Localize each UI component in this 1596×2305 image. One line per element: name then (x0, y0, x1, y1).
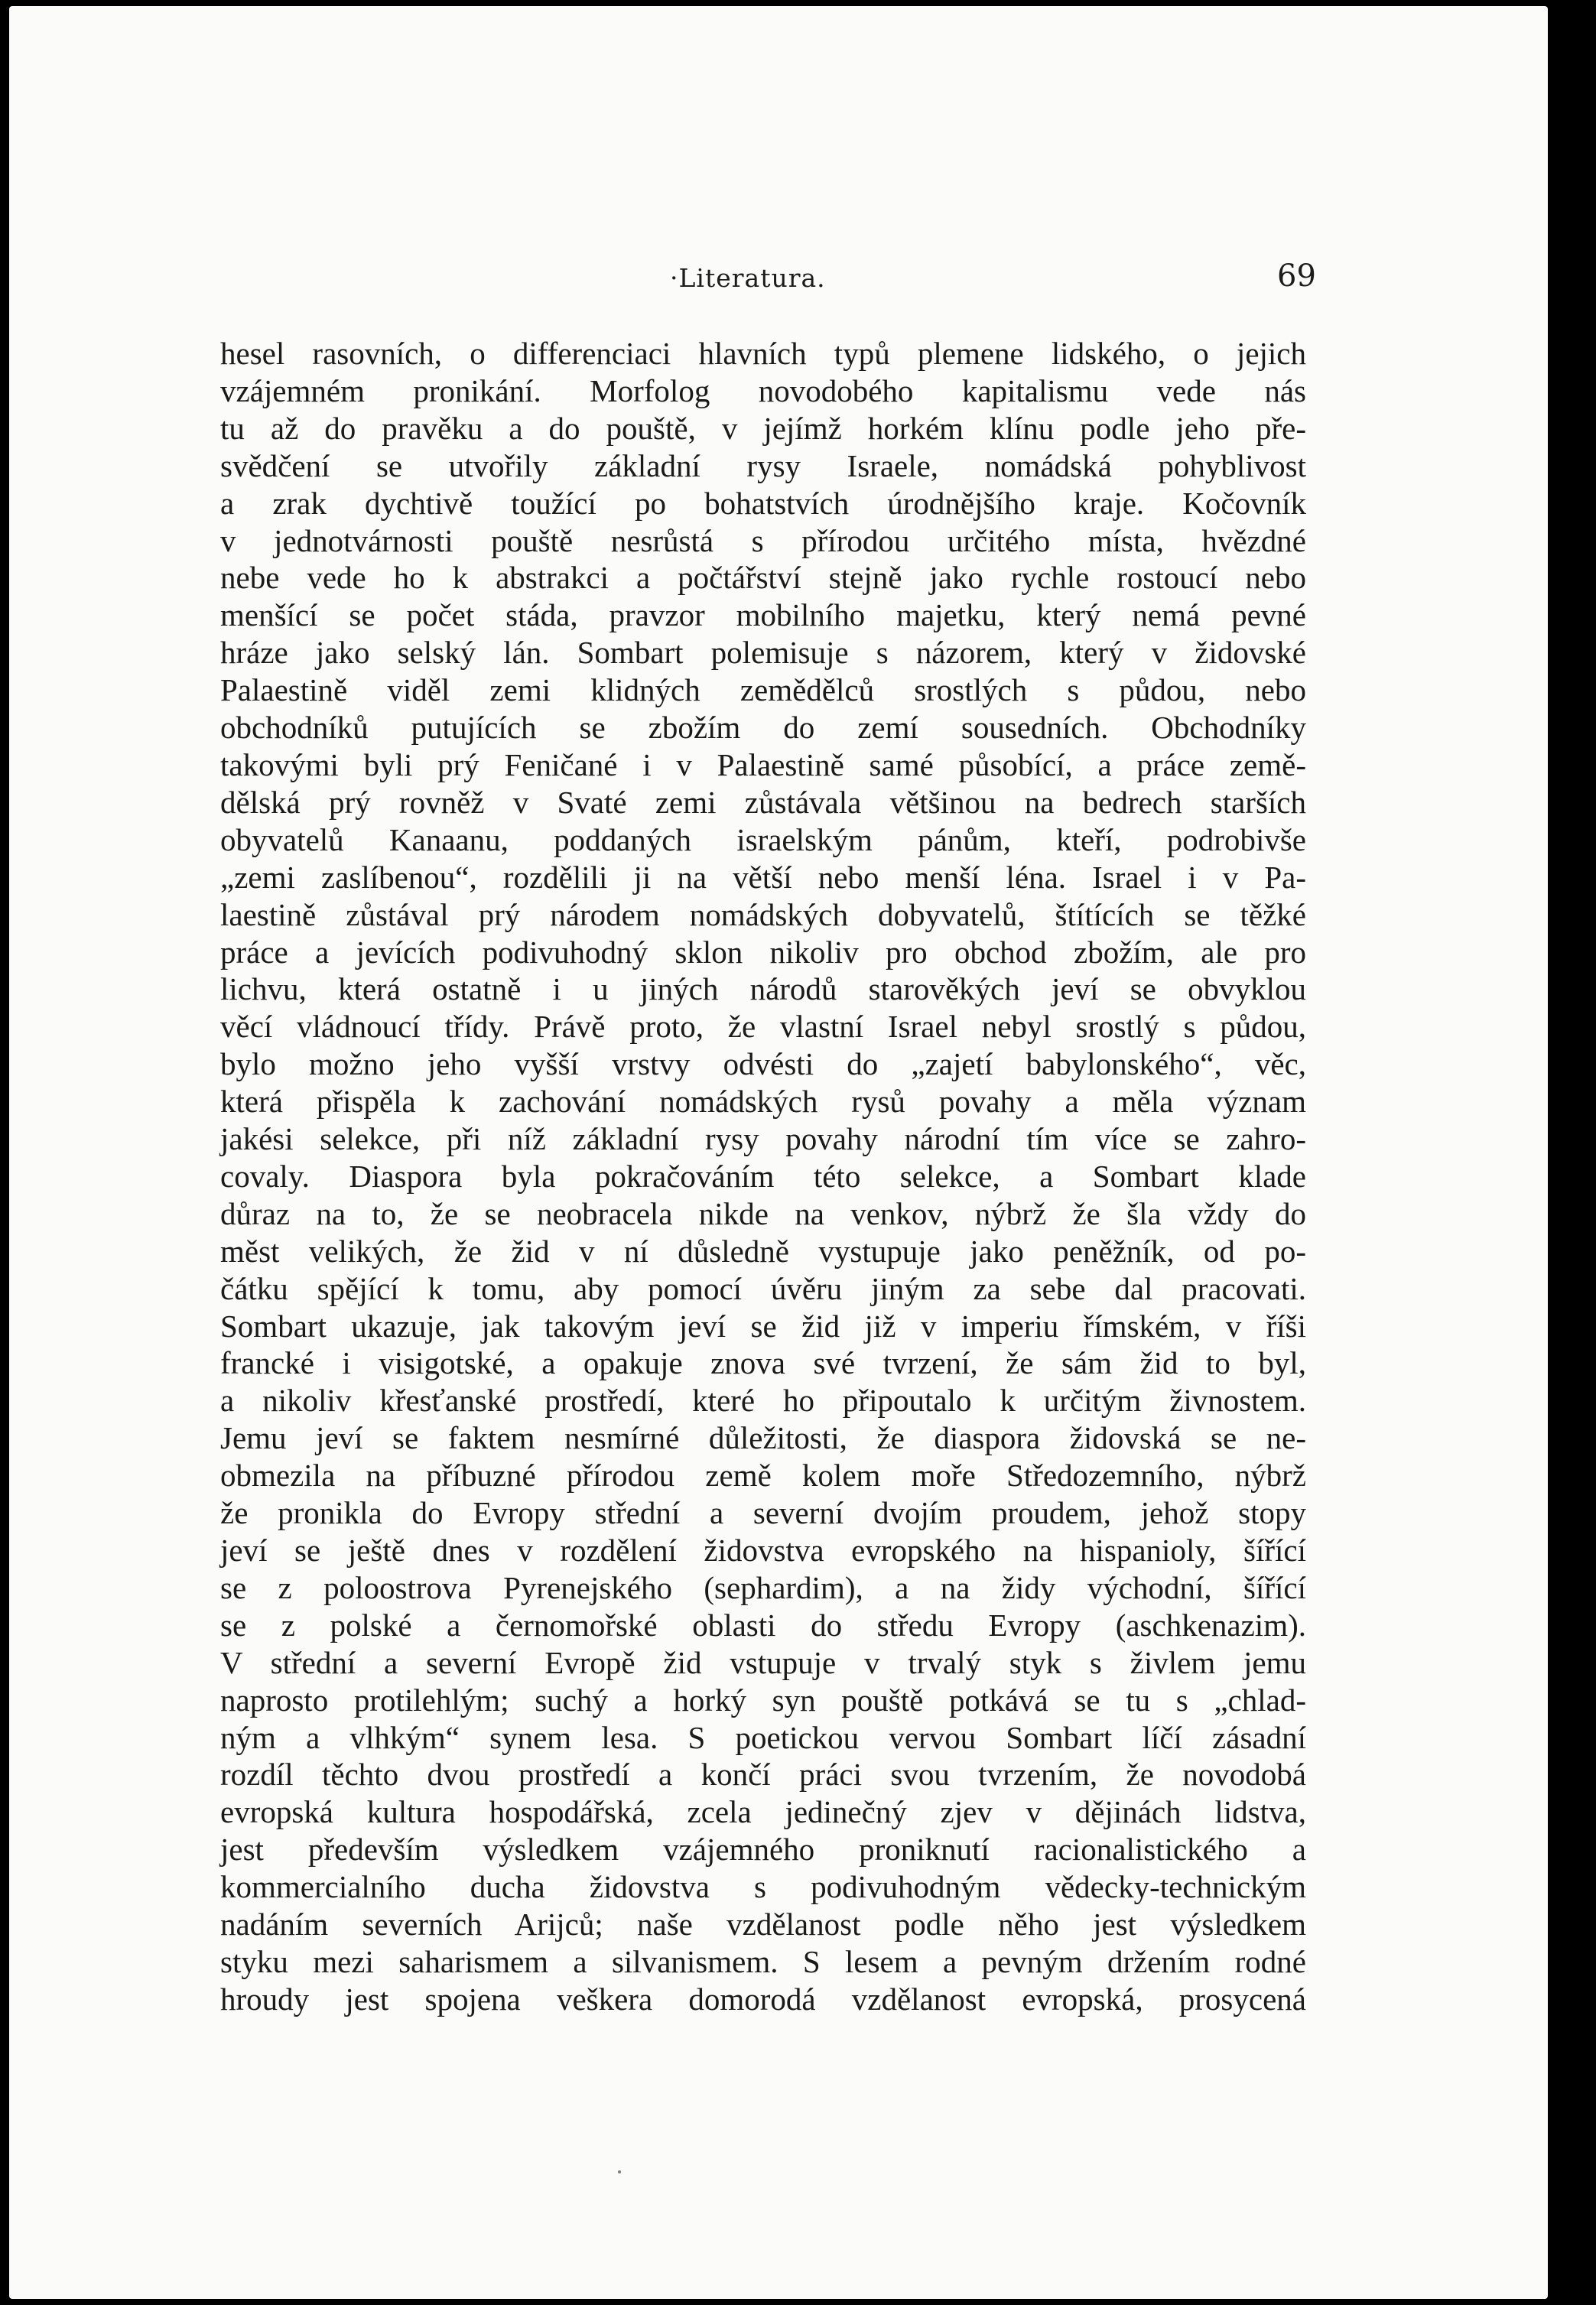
text-line: laestině zůstával prý národem nomádských dobyvatelů, štítících se těžké (220, 896, 1306, 932)
text-line: Sombart ukazuje, jak takovým jeví se žid již v imperiu římském, v říši (220, 1308, 1306, 1344)
text-line: která přispěla k zachování nomádských rysů povahy a měla význam (220, 1084, 1306, 1120)
text-line: obyvatelů Kanaanu, poddaných israelským pánům, kteří, podrobivše (220, 821, 1306, 857)
text-line: a zrak dychtivě toužící po bohatstvích úrodnějšího kraje. Kočovník (220, 485, 1306, 521)
text-line: svědčení se utvořily základní rysy Israele, nomádská pohyblivost (220, 447, 1306, 483)
text-line: se z polské a černomořské oblasti do středu Evropy (aschkenazim). (220, 1607, 1306, 1643)
page-number: 69 (1277, 258, 1316, 294)
body-text (220, 335, 1306, 2018)
text-line: Palaestině viděl zemi klidných zemědělců srostlých s půdou, nebo (220, 672, 1306, 708)
text-line: hesel rasovních, o differenciaci hlavních typů plemene lidského, o jejich (220, 336, 1306, 371)
text-line: naprosto protilehlým; suchý a horký syn pouště potkává se tu s „chlad- (220, 1682, 1306, 1718)
text-line: nebe vede ho k abstrakci a počtářství stejně jako rychle rostoucí nebo (220, 560, 1306, 596)
text-line: dělská prý rovněž v Svaté zemi zůstávala většinou na bedrech starších (220, 784, 1306, 820)
text-line: nadáním severních Arijců; naše vzdělanost podle něho jest výsledkem (220, 1907, 1306, 1943)
text-line: hroudy jest spojena veškera domorodá vzdělanost evropská, prosycená (220, 1981, 1306, 2017)
running-title: ·Literatura. (670, 263, 826, 293)
scan-border (1548, 0, 1596, 2305)
text-line: v jednotvárnosti pouště nesrůstá s přírodou určitého místa, hvězdné (220, 522, 1306, 558)
text-line: lichvu, která ostatně i u jiných národů starověkých jeví se obvyklou (220, 971, 1306, 1007)
text-line: obchodníků putujících se zbožím do zemí sousedních. Obchodníky (220, 710, 1306, 746)
text-line: měst velikých, že žid v ní důsledně vystupuje jako peněžník, od po- (220, 1233, 1306, 1269)
text-line: rozdíl těchto dvou prostředí a končí práci svou tvrzením, že novodobá (220, 1757, 1306, 1793)
text-line: evropská kultura hospodářská, zcela jedinečný zjev v dějinách lidstva, (220, 1794, 1306, 1830)
text-line: čátku spějící k tomu, aby pomocí úvěru jiným za sebe dal pracovati. (220, 1270, 1306, 1306)
text-line: že pronikla do Evropy střední a severní dvojím proudem, jehož stopy (220, 1495, 1306, 1531)
text-line: se z poloostrova Pyrenejského (sephardim), a na židy východní, šířící (220, 1569, 1306, 1605)
text-line: ným a vlhkým“ synem lesa. S poetickou vervou Sombart líčí zásadní (220, 1719, 1306, 1755)
text-line: bylo možno jeho vyšší vrstvy odvésti do „zajetí babylonského“, věc, (220, 1046, 1306, 1082)
text-line: kommercialního ducha židovstva s podivuhodným vědecky-technickým (220, 1869, 1306, 1905)
text-line: francké i visigotské, a opakuje znova své tvrzení, že sám žid to byl, (220, 1345, 1306, 1381)
text-line: důraz na to, že se neobracela nikde na venkov, nýbrž že šla vždy do (220, 1195, 1306, 1231)
running-head (9, 258, 1548, 304)
book-page (9, 6, 1548, 2299)
text-line: a nikoliv křesťanské prostředí, které ho připoutalo k určitým živnostem. (220, 1383, 1306, 1419)
text-line: práce a jevících podivuhodný sklon nikoliv pro obchod zbožím, ale pro (220, 934, 1306, 970)
text-line: jeví se ještě dnes v rozdělení židovstva evropského na hispanioly, šířící (220, 1533, 1306, 1568)
text-line: covaly. Diaspora byla pokračováním této selekce, a Sombart klade (220, 1158, 1306, 1194)
text-line: tu až do pravěku a do pouště, v jejímž horkém klínu podle jeho pře- (220, 410, 1306, 446)
text-line: jest především výsledkem vzájemného proniknutí racionalistického a (220, 1832, 1306, 1868)
text-line: styku mezi saharismem a silvanismem. S lesem a pevným držením rodné (220, 1943, 1306, 1979)
text-line: obmezila na příbuzné přírodou země kolem moře Středozemního, nýbrž (220, 1458, 1306, 1494)
text-line: takovými byli prý Feničané i v Palaestině samé působící, a práce země- (220, 746, 1306, 782)
text-line: věcí vládnoucí třídy. Právě proto, že vlastní Israel nebyl srostlý s půdou, (220, 1009, 1306, 1045)
text-line: hráze jako selský lán. Sombart polemisuje s názorem, který v židovské (220, 635, 1306, 671)
text-line: vzájemném pronikání. Morfolog novodobého kapitalismu vede nás (220, 372, 1306, 408)
text-line: jakési selekce, při níž základní rysy povahy národní tím více se zahro- (220, 1121, 1306, 1157)
text-line: V střední a severní Evropě žid vstupuje v trvalý styk s živlem jemu (220, 1644, 1306, 1680)
text-line: „zemi zaslíbenou“, rozdělili ji na větší nebo menší léna. Israel i v Pa- (220, 859, 1306, 895)
text-line: Jemu jeví se faktem nesmírné důležitosti, že diaspora židovská se ne- (220, 1420, 1306, 1456)
scan-speck (618, 2170, 621, 2173)
text-line: menšící se počet stáda, pravzor mobilního majetku, který nemá pevné (220, 597, 1306, 633)
